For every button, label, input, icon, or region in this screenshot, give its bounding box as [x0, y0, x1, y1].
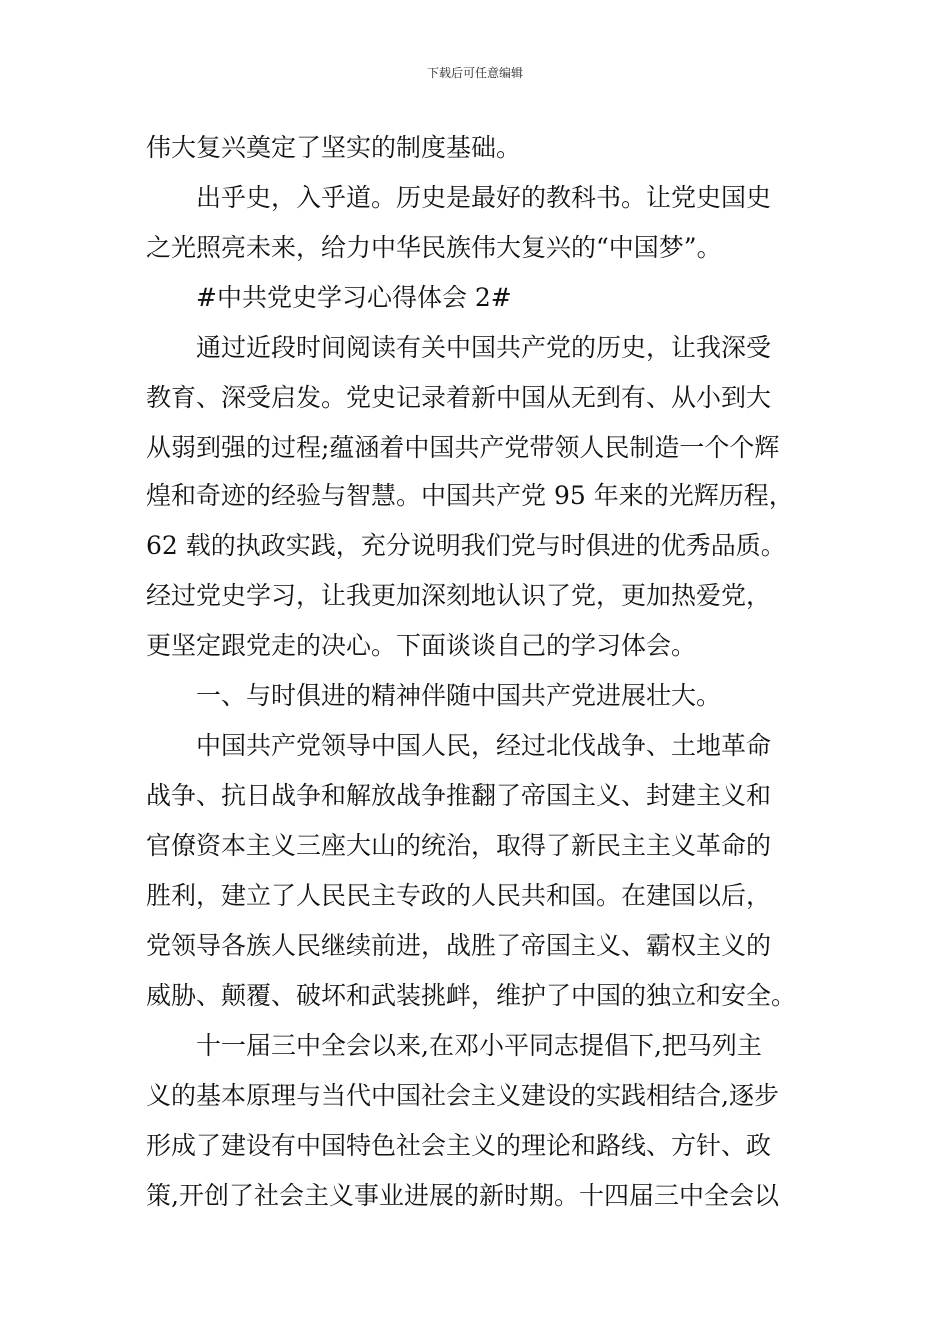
text-line: 威胁、颠覆、破坏和武装挑衅，维护了中国的独立和安全。	[146, 981, 797, 1010]
text-line: 十一届三中全会以来,在邓小平同志提倡下,把马列主	[196, 1031, 762, 1060]
text-line: 经过党史学习，让我更加深刻地认识了党，更加热爱党，	[146, 581, 772, 610]
text-line: 教育、深受启发。党史记录着新中国从无到有、从小到大	[146, 383, 772, 412]
text-line: 中国共产党领导中国人民，经过北伐战争、土地革命	[196, 731, 772, 760]
text-line: 胜利，建立了人民民主专政的人民共和国。在建国以后，	[146, 881, 772, 910]
text-line: 一、与时俱进的精神伴随中国共产党进展壮大。	[196, 681, 722, 710]
text-line: 之光照亮未来，给力中华民族伟大复兴的“中国梦”。	[146, 233, 722, 262]
text-line: 党领导各族人民继续前进，战胜了帝国主义、霸权主义的	[146, 931, 772, 960]
text-line: 通过近段时间阅读有关中国共产党的历史，让我深受	[196, 333, 772, 362]
text-line: 战争、抗日战争和解放战争推翻了帝国主义、封建主义和	[146, 781, 772, 810]
text-line: 义的基本原理与当代中国社会主义建设的实践相结合,逐步	[146, 1081, 779, 1110]
text-line: 形成了建设有中国特色社会主义的理论和路线、方针、政	[146, 1131, 772, 1160]
text-line: 从弱到强的过程;蕴涵着中国共产党带领人民制造一个个辉	[146, 433, 780, 462]
text-line: 更坚定跟党走的决心。下面谈谈自己的学习体会。	[146, 631, 697, 660]
text-line: 策,开创了社会主义事业进展的新时期。十四届三中全会以	[146, 1181, 779, 1210]
text-line: 官僚资本主义三座大山的统治，取得了新民主主义革命的	[146, 831, 772, 860]
text-line: 煌和奇迹的经验与智慧。中国共产党 95 年来的光辉历程，	[146, 481, 794, 510]
text-line: 伟大复兴奠定了坚实的制度基础。	[146, 133, 522, 162]
section-heading: #中共党史学习心得体会 2#	[196, 283, 512, 312]
text-line: 62 载的执政实践，充分说明我们党与时俱进的优秀品质。	[146, 531, 786, 560]
page-header: 下载后可任意编辑	[426, 66, 523, 80]
text-line: 出乎史，入乎道。历史是最好的教科书。让党史国史	[196, 183, 772, 212]
